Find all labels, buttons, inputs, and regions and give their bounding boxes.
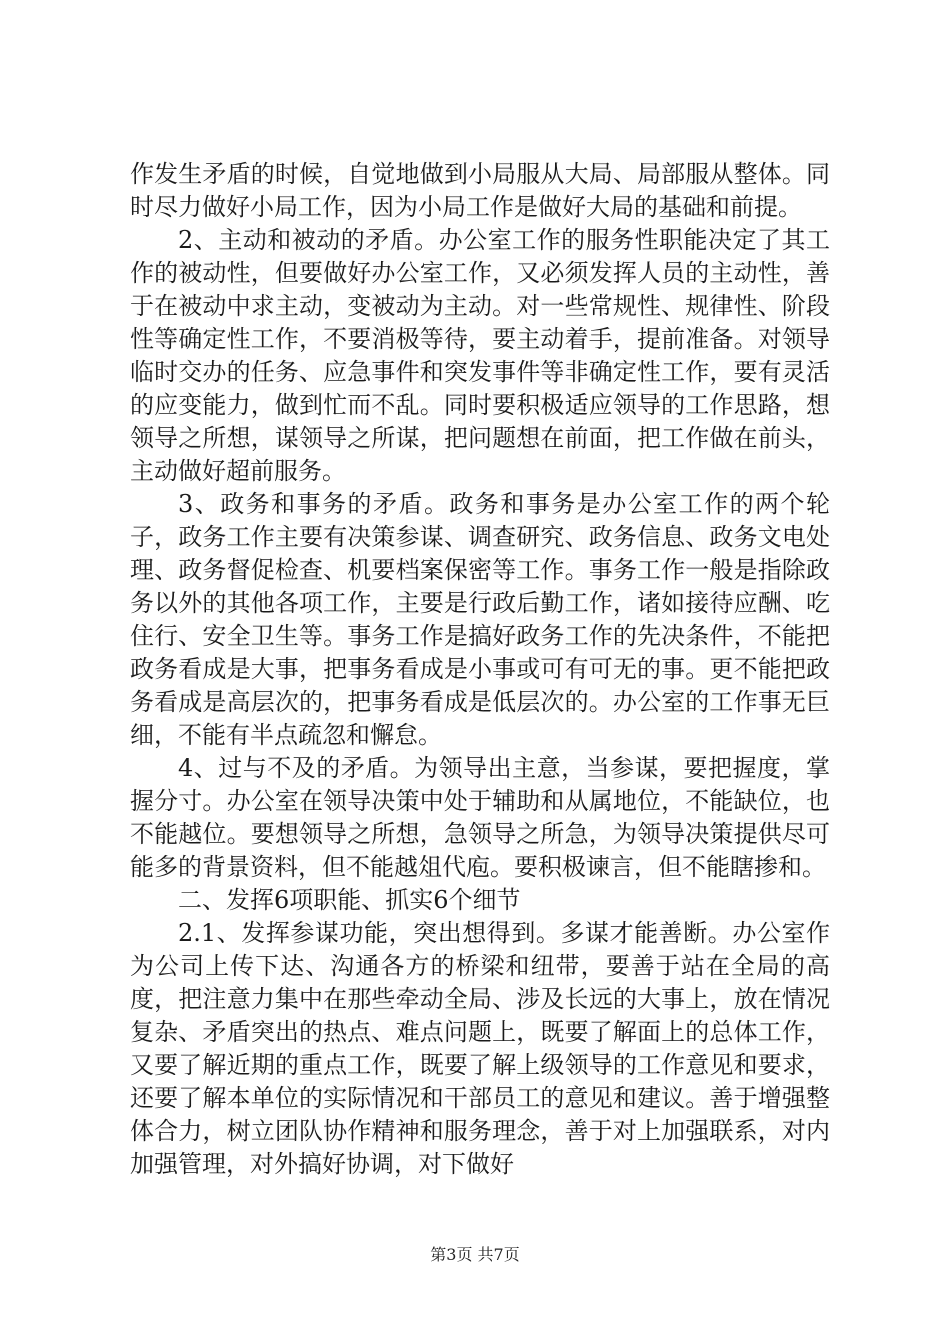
paragraph-excess-deficiency: 4、过与不及的矛盾。为领导出主意，当参谋，要把握度，掌握分寸。办公室在领导决策中处于辅助和从属地位，不能缺位，也不能越位。要想领导之所想，急领导之所急，为领导决策提供尽可能多的背景资料，但不能越俎代庖。要积极谏言，但不能瞎掺和。	[130, 754, 830, 881]
paragraph-continuation: 作发生矛盾的时候，自觉地做到小局服从大局、局部服从整体。同时尽力做好小局工作，因为小局工作是做好大局的基础和前提。	[130, 160, 830, 221]
page-footer: 第3页 共7页	[430, 1245, 520, 1264]
document-body	[130, 158, 830, 1181]
paragraph-affairs: 3、政务和事务的矛盾。政务和事务是办公室工作的两个轮子，政务工作主要有决策参谋、调查研究、政务信息、政务文电处理、政务督促检查、机要档案保密等工作。事务工作一般是指除政务以外的其他各项工作，主要是行政后勤工作，诸如接待应酬、吃住行、安全卫生等。事务工作是搞好政务工作的先决条件，不能把政务看成是大事，把事务看成是小事或可有可无的事。更不能把政务看成是高层次的，把事务看成是低层次的。办公室的工作事无巨细，不能有半点疏忽和懈怠。	[130, 490, 830, 749]
paragraph-active-passive: 2、主动和被动的矛盾。办公室工作的服务性职能决定了其工作的被动性，但要做好办公室工作，又必须发挥人员的主动性，善于在被动中求主动，变被动为主动。对一些常规性、规律性、阶段性等确定性工作，不要消极等待，要主动着手，提前准备。对领导临时交办的任务、应急事件和突发事件等非确定性工作，要有灵活的应变能力，做到忙而不乱。同时要积极适应领导的工作思路，想领导之所想，谋领导之所谋，把问题想在前面，把工作做在前头，主动做好超前服务。	[130, 226, 830, 485]
section-heading: 二、发挥6项职能、抓实6个细节	[178, 886, 521, 914]
paragraph-advisory-function: 2.1、发挥参谋功能，突出想得到。多谋才能善断。办公室作为公司上传下达、沟通各方的桥梁和纽带，要善于站在全局的高度，把注意力集中在那些牵动全局、涉及长远的大事上，放在情况复杂、矛盾突出的热点、难点问题上，既要了解面上的总体工作，又要了解近期的重点工作，既要了解上级领导的工作意见和要求，还要了解本单位的实际情况和干部员工的意见和建议。善于增强整体合力，树立团队协作精神和服务理念，善于对上加强联系，对内加强管理，对外搞好协调，对下做好	[130, 919, 830, 1178]
